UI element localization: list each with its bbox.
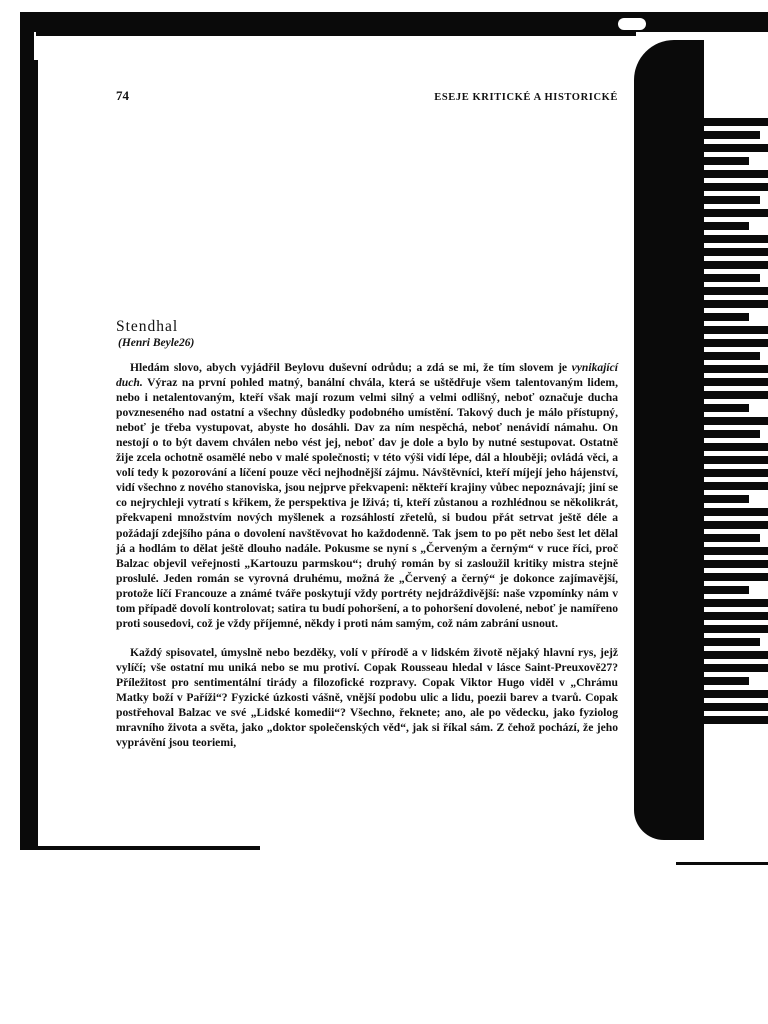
facing-page-text-lines (704, 118, 768, 729)
facing-page-line (704, 703, 768, 711)
facing-page-line (704, 430, 760, 438)
facing-page-edge (630, 40, 768, 860)
facing-page-line (704, 456, 768, 464)
facing-page-line (704, 417, 768, 425)
facing-page-line (704, 183, 768, 191)
facing-page-line (704, 196, 760, 204)
facing-page-line (704, 560, 768, 568)
paragraph-1-rest: Výraz na první pohled matný, banální chvála, která se uštědřuje všem talentovaným lidem, nebo i netalentovaným, kteří však mají rozum velmi silný a velmi odlišný, neboť označuje ducha povzneseného nad ostatní a všechny důsledky podobného umístění. Takový duch je málo přístupný, neboť je třeba vystupovat, abyste ho dosáhli. Dav za ním nespěchá, neboť nenávidí námahu. On nestojí o to být davem chválen nebo vést jej, neboť dav je dole a bylo by nutné sestupovat. Ostatně žije zcela ochotně osamělé nebo v malé společnosti; v této výši vidí lépe, dál a hlouběji; ovládá věci, a volí tedy k pozorování a líčení pouze věci nejhodnější zájmu. Návštěvníci, kteří míjejí jeho hájenství, vidí všechno z nového stanoviska, jsou nejprve překvapeni: někteří krajiny vůbec nepoznávají; jiní se co nejrychleji vytratí s křikem, že perspektiva je lživá; ti, kteří zůstanou a rozhlédnou se několikrát, překvapeni množstvím nových myšlenek a rozsáhlostí zřetelů, si budou přát setrvat ještě déle a požádají zdejšího pána o dovolení navštěvovat ho každodenně. Tak jsem to po pět nebo šest let dělal já a hodlám to dělat ještě dlouho nadále. Pokusme se nyní s „Červeným a černým“ v ruce říci, proč Balzac objevil veřejnosti „Kartouzu parmskou“; druhý román by si zasloužil kritiky mistra stejně proslulé. Jeden román se vyrovná druhému, možná že „Červený a černý“ je dokonce zajímavější, protože líčí Francouze a známé tváře poskytují vždy portréty nejdráždivější: naše vzpomínky nám v tom případě dovolí kontrolovat; satira tu budí pohoršení, a to pohoršení dovolené, neboť je namířeno proti sousedovi, což je vždy příjemné, někdy i proti nám samým, což nám zabrání usnout. (116, 376, 618, 630)
scan-border-left-inner (34, 60, 38, 848)
facing-page-line (704, 586, 749, 594)
facing-page-line (704, 664, 768, 672)
scan-border-top-inner (36, 32, 636, 36)
paragraph-1 (116, 360, 618, 631)
facing-page-line (704, 222, 749, 230)
facing-page-line (704, 170, 768, 178)
article-subtitle: (Henri Beyle26) (118, 337, 195, 349)
scan-border-top-gap (618, 18, 646, 30)
facing-page-shadow (634, 40, 704, 840)
facing-page-line (704, 651, 768, 659)
facing-page-line (704, 677, 749, 685)
facing-page-line (704, 131, 760, 139)
facing-page-line (704, 157, 749, 165)
emphasis-vynikajici-duch: vynikající duch. (116, 361, 618, 390)
facing-page-line (704, 690, 768, 698)
facing-page-line (704, 547, 768, 555)
facing-page-line (704, 209, 768, 217)
page-header (116, 88, 618, 104)
facing-page-line (704, 365, 768, 373)
facing-page-line (704, 378, 768, 386)
scan-border-top (20, 12, 768, 32)
facing-page-line (704, 404, 749, 412)
article-title: Stendhal (116, 318, 179, 335)
facing-page-line (704, 300, 768, 308)
paragraph-2: Každý spisovatel, úmyslně nebo bezděky, volí v přírodě a v lidském životě nějaký hlavní rys, jejž vylíčí; vše ostatní mu uniká nebo se mu protiví. Copak Rousseau hledal v lásce Saint-Preuxově27? Příležitost pro sentimentální tirády a filozofické rozpravy. Copak Viktor Hugo viděl v „Chrámu Matky boží v Paříži“? Fyzické úzkosti vášně, vnější podobu ulic a lidu, poezii barev a tvarů. Copak postřehoval Balzac ve své „Lidské komedii“? Všechno, řeknete; ano, ale po vědecku, jako fyziolog mravního života a světa, jako „doktor společenských věd“, jak si říkal sám. Z čehož pochází, že jeho vyprávění jsou teoriemi, (116, 645, 618, 750)
facing-page-line (704, 391, 768, 399)
facing-page-line (704, 625, 768, 633)
facing-page-line (704, 261, 768, 269)
facing-page-line (704, 118, 768, 126)
article-body (116, 360, 618, 764)
facing-page-line (704, 287, 768, 295)
facing-page-line (704, 235, 768, 243)
facing-page-line (704, 326, 768, 334)
facing-page-line (704, 274, 760, 282)
paragraph-1-start: Hledám slovo, abych vyjádřil Beylovu duševní odrůdu; a zdá se mi, že tím slovem je (130, 361, 572, 374)
scan-border-left (20, 12, 34, 848)
facing-page-line (704, 573, 768, 581)
facing-page-line (704, 521, 768, 529)
facing-page-line (704, 716, 768, 724)
facing-page-line (704, 313, 749, 321)
facing-page-line (704, 612, 768, 620)
facing-page-line (704, 482, 768, 490)
page-number: 74 (116, 88, 129, 103)
facing-page-line (704, 599, 768, 607)
facing-page-line (704, 248, 768, 256)
facing-page-line (704, 352, 760, 360)
running-title: ESEJE KRITICKÉ A HISTORICKÉ (434, 92, 618, 103)
facing-page-line (704, 469, 768, 477)
facing-page-line (704, 495, 749, 503)
scan-border-bottom (20, 846, 260, 850)
facing-page-line (704, 638, 760, 646)
facing-page-line (704, 508, 768, 516)
facing-page-line (704, 534, 760, 542)
facing-page-line (704, 144, 768, 152)
facing-page-line (704, 339, 768, 347)
facing-page-line (704, 443, 768, 451)
scan-border-bottom-right (676, 862, 768, 865)
